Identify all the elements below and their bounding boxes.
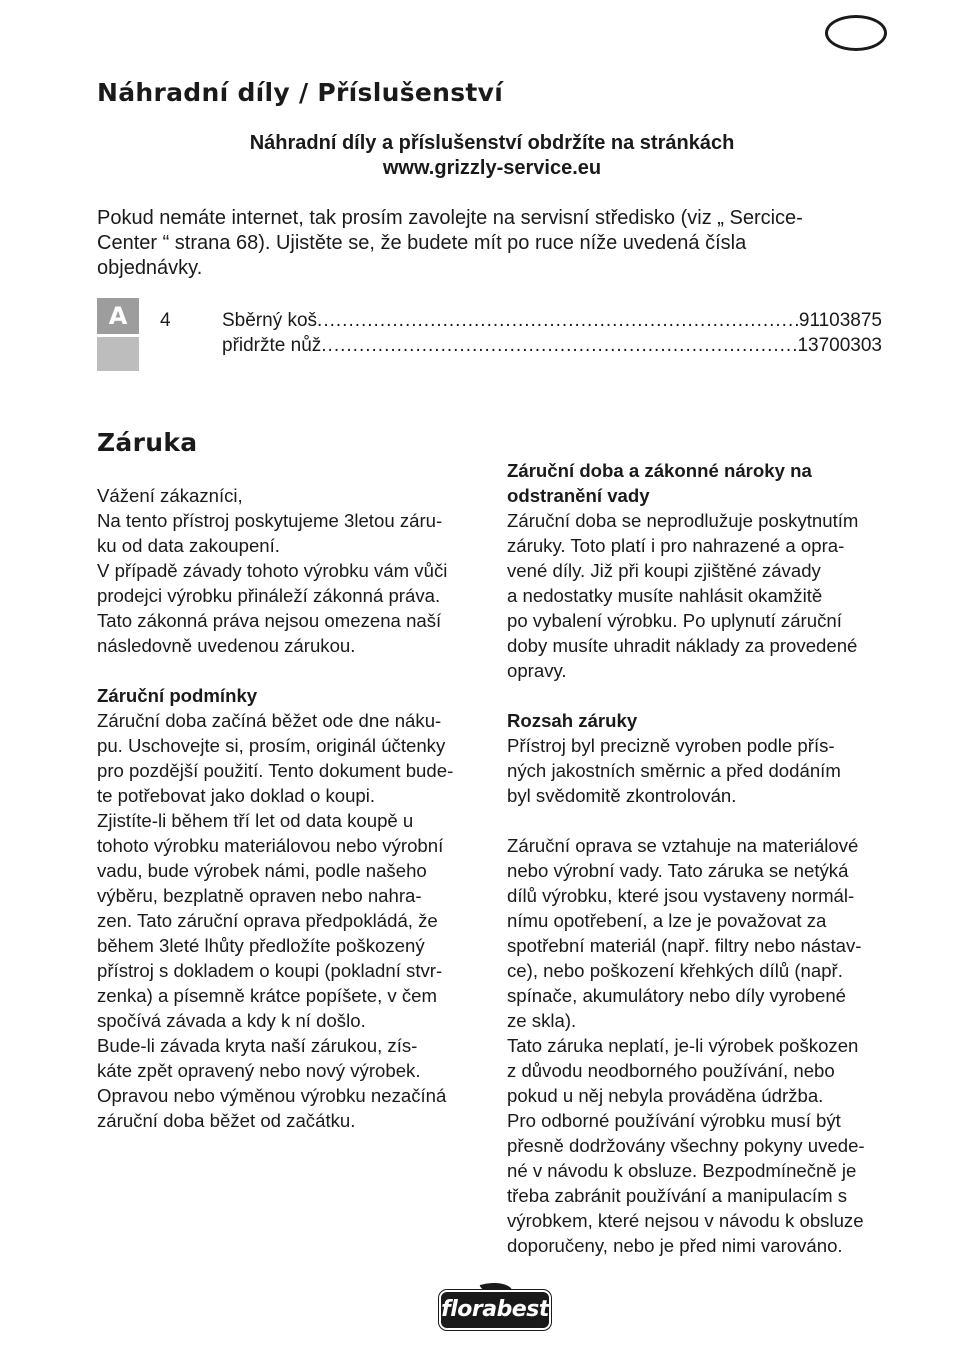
text-line: Záruční oprava se vztahuje na materiálové <box>507 835 859 856</box>
text-line: pu. Uschovejte si, prosím, originál účtenky <box>97 735 446 756</box>
part-name: přidržte nůž <box>222 335 322 356</box>
leader-dots <box>321 333 797 358</box>
service-url[interactable]: www.grizzly-service.eu <box>382 157 602 179</box>
leader-dots <box>317 308 799 333</box>
florabest-logo: florabest <box>439 1290 551 1330</box>
text-line: záruky. Toto platí i pro nahrazené a opra- <box>507 535 845 556</box>
text-line: Záruční doba začíná běžet ode dne náku- <box>97 710 442 731</box>
text-line: Vážení zákazníci, <box>97 485 243 506</box>
highlight-line: Náhradní díly a příslušenství obdržíte na stránkách <box>249 132 735 154</box>
part-code: 91103875 <box>798 310 882 331</box>
part-position: 4 <box>160 310 171 331</box>
section-heading: Rozsah záruky <box>507 710 638 731</box>
figure-label-box: A <box>97 298 139 334</box>
parts-row <box>160 308 882 333</box>
warranty-title: Záruka <box>97 428 198 457</box>
text-line: ze skla). <box>507 1010 577 1031</box>
section-heading: Záruční doba a zákonné nároky na <box>507 460 812 481</box>
text-line: záruční doba běžet od začátku. <box>97 1110 356 1131</box>
text-line: pokud u něj nebyla prováděna údržba. <box>507 1085 824 1106</box>
spare-parts-intro <box>97 206 887 281</box>
text-line: následovně uvedenou zárukou. <box>97 635 356 656</box>
text-line: Tato záruka neplatí, je-li výrobek poškozen <box>507 1035 859 1056</box>
text-line: pro pozdější použití. Tento dokument bude- <box>97 760 454 781</box>
text-line: třeba zabránit používání a manipulacím s <box>507 1185 848 1206</box>
text-line: dílů výrobku, které jsou vystaveny normál- <box>507 885 855 906</box>
warranty-left-column <box>97 483 487 1133</box>
text-line: ku od data zakoupení. <box>97 535 280 556</box>
text-line: Přístroj byl precizně vyroben podle přís- <box>507 735 835 756</box>
text-line: spínače, akumulátory nebo díly vyrobené <box>507 985 847 1006</box>
text-line: vadu, bude výrobek námi, podle našeho <box>97 860 427 881</box>
text-line: přístroj s dokladem o koupi (pokladní stvr- <box>97 960 443 981</box>
text-line: te potřebovat jako doklad o koupi. <box>97 785 376 806</box>
text-line: nebo výrobní vady. Tato záruka se netýká <box>507 860 849 881</box>
text-line <box>507 683 897 708</box>
text-line: a nedostatky musíte nahlásit okamžitě <box>507 585 823 606</box>
text-line: Opravou nebo výměnou výrobku nezačíná <box>97 1085 447 1106</box>
intro-line: Center “ strana 68). Ujistěte se, že budete mít po ruce níže uvedená čísla <box>97 232 747 254</box>
text-line: výběru, bezplatně opraven nebo nahra- <box>97 885 422 906</box>
text-line: doporučeny, nebo je před nimi varováno. <box>507 1235 843 1256</box>
language-badge-oval <box>825 15 887 51</box>
text-line: během 3leté lhůty předložíte poškozený <box>97 935 425 956</box>
section-heading: Záruční podmínky <box>97 685 258 706</box>
parts-row <box>160 333 882 358</box>
section-heading: odstranění vady <box>507 485 650 506</box>
text-line: nímu opotřebení, a lze je považovat za <box>507 910 827 931</box>
text-line: ce), nebo poškození křehkých dílů (např. <box>507 960 843 981</box>
intro-line: Pokud nemáte internet, tak prosím zavolejte na servisní středisko (viz „ Sercice- <box>97 207 803 229</box>
text-line: vené díly. Již při koupi zjištěné závady <box>507 560 821 581</box>
intro-line: objednávky. <box>97 257 203 279</box>
text-line: ných jakostních směrnic a před dodáním <box>507 760 841 781</box>
text-line: po vybalení výrobku. Po uplynutí záruční <box>507 610 842 631</box>
text-line: spočívá závada a kdy k ní došlo. <box>97 1010 366 1031</box>
text-line: opravy. <box>507 660 567 681</box>
text-line: Zjistíte-li během tří let od data koupě u <box>97 810 414 831</box>
text-line: spotřební materiál (např. filtry nebo nástav- <box>507 935 862 956</box>
text-line: doby musíte uhradit náklady za provedené <box>507 635 858 656</box>
text-line: byl svědomitě zkontrolován. <box>507 785 737 806</box>
spare-parts-highlight <box>97 131 887 181</box>
text-line: prodejci výrobku přináleží zákonná práva. <box>97 585 441 606</box>
text-line: Na tento přístroj poskytujeme 3letou záru- <box>97 510 443 531</box>
spare-parts-title: Náhradní díly / Příslušenství <box>97 78 504 107</box>
text-line: výrobkem, které nejsou v návodu k obsluze <box>507 1210 864 1231</box>
text-line: přesně dodržovány všechny pokyny uvede- <box>507 1135 865 1156</box>
text-line: Tato zákonná práva nejsou omezena naší <box>97 610 442 631</box>
part-code: 13700303 <box>797 335 882 356</box>
parts-list <box>160 308 882 358</box>
text-line: né v návodu k obsluze. Bezpodmínečně je <box>507 1160 857 1181</box>
figure-label-box-empty <box>97 337 139 371</box>
text-line: zenka) a písemně krátce popíšete, v čem <box>97 985 438 1006</box>
text-line: tohoto výrobku materiálovou nebo výrobní <box>97 835 444 856</box>
text-line: zen. Tato záruční oprava předpokládá, že <box>97 910 438 931</box>
warranty-right-column <box>507 458 897 1258</box>
text-line: Záruční doba se neprodlužuje poskytnutím <box>507 510 859 531</box>
text-line <box>97 658 487 683</box>
text-line: V případě závady tohoto výrobku vám vůči <box>97 560 448 581</box>
text-line: z důvodu neodborného používání, nebo <box>507 1060 835 1081</box>
text-line: káte zpět opravený nebo nový výrobek. <box>97 1060 421 1081</box>
part-position <box>160 333 222 358</box>
text-line: Pro odborné používání výrobku musí být <box>507 1110 841 1131</box>
text-line <box>507 808 897 833</box>
text-line: Bude-li závada kryta naší zárukou, zís- <box>97 1035 418 1056</box>
part-name: Sběrný koš <box>222 310 318 331</box>
